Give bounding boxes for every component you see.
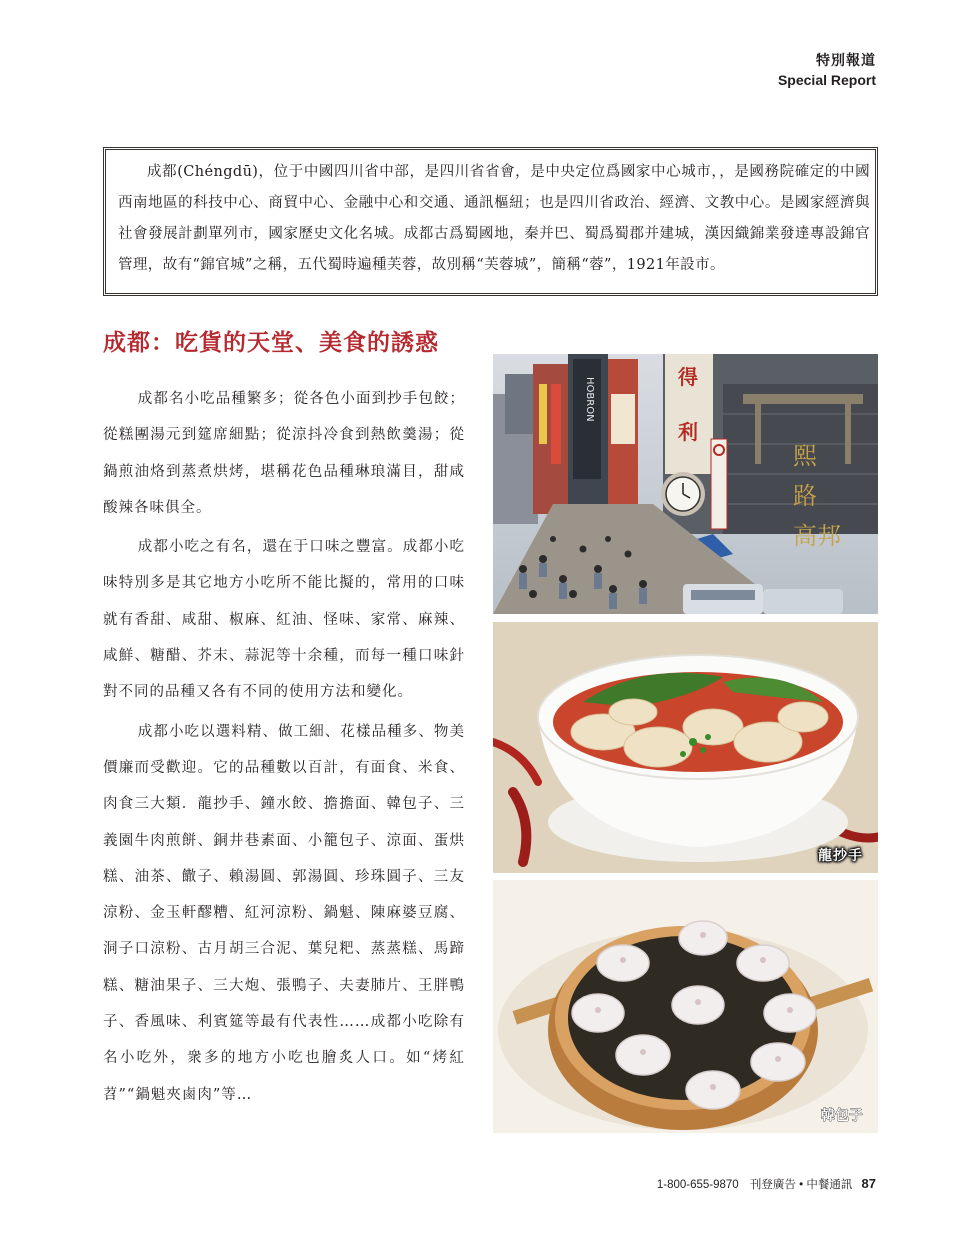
intro-paragraph: 成都(Chéngdū)，位于中國四川省中部，是四川省省會，是中央定位爲國家中心城市，，是國務院確定的中國西南地區的科技中心、商貿中心、金融中心和交通、通訊樞紐；也是四川省政治、經濟、文教中心。是國家經濟與社會發展計劃單列市，國家歷史文化名城。成都古爲蜀國地，秦并巴、蜀爲蜀郡并建城，漢因織錦業發達專設錦官管理，故有“錦官城”之稱，五代蜀時遍種芙蓉，故別稱“芙蓉城”，簡稱“蓉”，1921年設市。	[118, 164, 870, 273]
body-paragraph-1: 成都名小吃品種繁多；從各色小面到抄手包餃；從糕團湯元到筵席細點；從涼抖冷食到熱飲羹湯；從鍋煎油烙到蒸煮烘烤，堪稱花色品種琳琅滿目，甜咸酸辣各味俱全。	[103, 391, 465, 516]
street-scene-illustration	[493, 354, 878, 614]
footer-phone: 1-800-655-9870	[656, 1179, 739, 1191]
footer-publication: 刊登廣告 • 中餐通訊	[749, 1179, 853, 1191]
page-footer	[657, 1176, 876, 1192]
body-paragraph-2: 成都小吃之有名，還在于口味之豐富。成都小吃味特別多是其它地方小吃所不能比擬的，常用的口味就有香甜、咸甜、椒麻、紅油、怪味、家常、麻辣、咸鮮、糖醋、芥末、蒜泥等十余種，而每一種口味針對不同的品種又各有不同的使用方法和變化。	[103, 539, 465, 701]
page-number: 87	[861, 1176, 876, 1191]
sign-char-li: 利	[678, 420, 698, 444]
article-headline: 成都：吃貨的天堂、美食的誘惑	[103, 329, 439, 356]
sign-char-chun: 熙	[793, 442, 817, 470]
store-sign-hobron: HOBRON	[584, 377, 595, 422]
sign-char-lu: 高邦	[793, 522, 841, 550]
sign-char-xi: 路	[793, 482, 817, 510]
intro-box	[103, 147, 878, 296]
buns-caption: 韓包子	[821, 1108, 863, 1124]
wonton-photo	[493, 622, 878, 873]
wonton-bowl-illustration	[493, 622, 878, 873]
section-header	[778, 50, 876, 88]
wonton-caption: 龍抄手	[818, 848, 863, 864]
sign-char-de: 得	[678, 365, 698, 389]
body-paragraph-3: 成都小吃以選料精、做工細、花樣品種多、物美價廉而受歡迎。它的品種數以百計，有面食、米食、肉食三大類．龍抄手、鐘水餃、擔擔面、韓包子、三義園牛肉煎餅、銅井巷素面、小籠包子、涼面、蛋烘糕、油茶、饊子、賴湯圓、郭湯圓、珍珠圓子、三友涼粉、金玉軒醪糟、紅河涼粉、鍋魁、陳麻婆豆腐、洞子口涼粉、古月胡三合泥、葉兒粑、蒸蒸糕、馬蹄糕、糖油果子、三大炮、張鴨子、夫妻肺片、王胖鴨子、香風味、利賓筵等最有代表性……成都小吃除有名小吃外，衆多的地方小吃也膾炙人口。如“烤紅苕”“鍋魁夾鹵肉”等…	[103, 723, 465, 1103]
section-title-english: Special Report	[777, 72, 876, 88]
section-title-chinese: 特別報道	[816, 53, 876, 69]
steamer-buns-illustration	[493, 880, 878, 1133]
buns-photo	[493, 880, 878, 1133]
street-photo	[493, 354, 878, 614]
article-body	[103, 381, 465, 1116]
